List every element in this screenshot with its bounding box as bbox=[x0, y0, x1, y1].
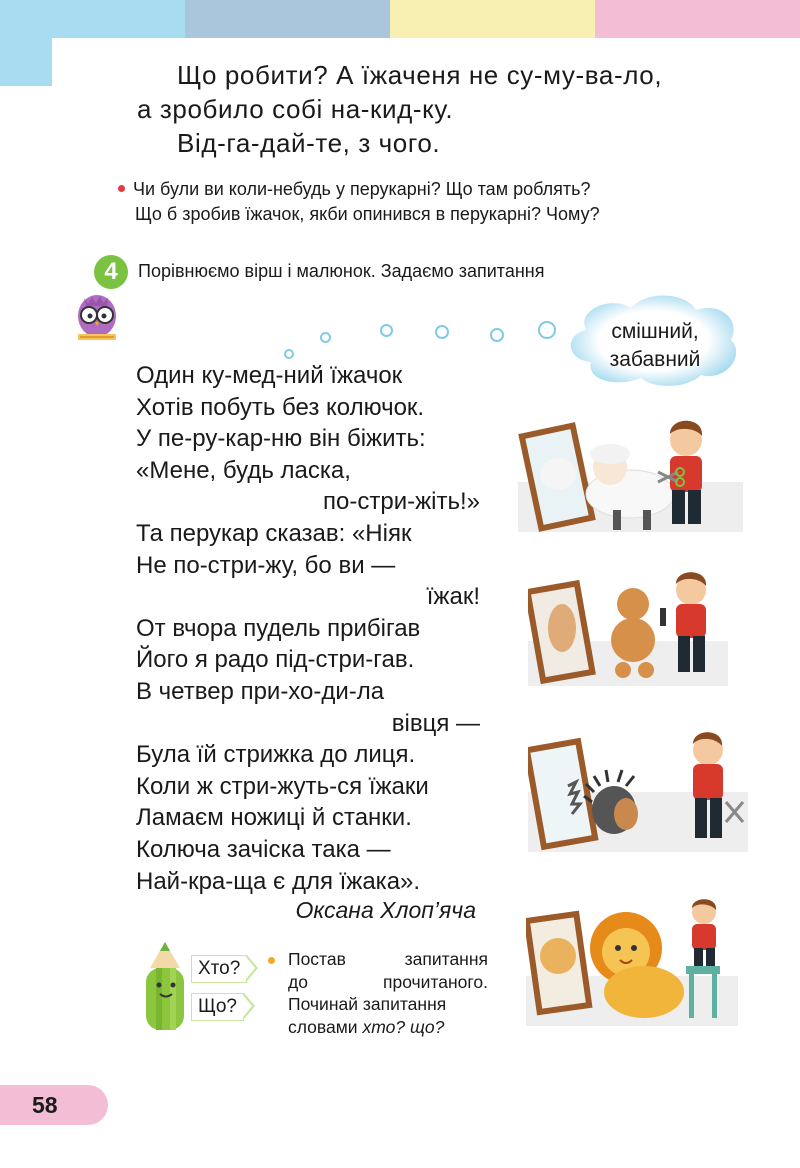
poem-line: Коли ж стри-жуть-ся їжаки bbox=[136, 772, 429, 800]
poem-line: «Мене, будь ласка, bbox=[136, 456, 351, 484]
poem-line: Хотів побуть без колючок. bbox=[136, 393, 425, 421]
tag-arrow-inner bbox=[246, 957, 255, 979]
poem-line: От вчора пудель прибігав bbox=[136, 614, 421, 642]
header-stripe-yellow bbox=[390, 0, 595, 38]
bullet-icon bbox=[268, 957, 275, 964]
poem-line: вівця — bbox=[391, 709, 480, 737]
hint-word: прочитаного. bbox=[383, 971, 488, 992]
owl-mascot-icon bbox=[74, 290, 120, 346]
hint-word: словами bbox=[288, 1016, 358, 1037]
poodle-haircut-illustration bbox=[528, 566, 728, 686]
side-tab bbox=[0, 38, 52, 86]
tag-what bbox=[191, 993, 244, 1021]
hint-word: запитання bbox=[404, 949, 488, 969]
bullet-icon bbox=[118, 185, 125, 192]
tag-who bbox=[191, 955, 247, 983]
pencil-mascot-icon bbox=[140, 940, 190, 1035]
intro-text bbox=[137, 58, 662, 160]
hedgehog-haircut-illustration bbox=[528, 722, 748, 852]
page-number: 58 bbox=[32, 1092, 58, 1118]
intro-line-1: Що робити? А їжаченя не су-му-ва-ло, bbox=[177, 60, 663, 90]
tag-who-label: Хто? bbox=[198, 958, 241, 979]
header-stripe-blue bbox=[0, 0, 185, 38]
poem-line: В четвер при-хо-ди-ла bbox=[136, 677, 385, 705]
thought-dot bbox=[380, 324, 393, 337]
header-stripe-pink bbox=[595, 0, 800, 38]
poem-line: по-стри-жіть!» bbox=[323, 488, 480, 516]
poem-line: Була їй стрижка до лиця. bbox=[136, 741, 416, 769]
task-instruction: Порівнюємо вірш і малюнок. Задаємо запитання bbox=[138, 261, 545, 281]
poem-author: Оксана Хлоп’яча bbox=[295, 897, 476, 923]
poem-line: їжак! bbox=[426, 583, 480, 611]
poem-line: Один ку-мед-ний їжачок bbox=[136, 362, 403, 389]
lion-haircut-illustration bbox=[526, 896, 738, 1026]
cloud-line-2: забавний bbox=[609, 348, 701, 371]
thought-dot bbox=[435, 325, 449, 339]
hint-word: Постав bbox=[288, 949, 346, 969]
hint-word: до bbox=[288, 971, 308, 992]
page-number-tab bbox=[0, 1085, 108, 1125]
poem bbox=[136, 360, 480, 897]
task-number-badge: 4 bbox=[94, 255, 128, 289]
question-line-2: Що б зробив їжачок, якби опинився в перукарні? Чому? bbox=[135, 204, 600, 224]
header-stripe-steel bbox=[185, 0, 390, 38]
thought-dot bbox=[320, 332, 331, 343]
thought-dot bbox=[490, 328, 504, 342]
discussion-question bbox=[118, 177, 600, 227]
intro-line-3: Від-га-дай-те, з чого. bbox=[177, 128, 441, 158]
poem-line: У пе-ру-кар-ню він біжить: bbox=[136, 425, 426, 453]
hint-line-3: Починай запитання bbox=[288, 994, 447, 1014]
thought-dot bbox=[284, 349, 294, 359]
poem-line: Його я радо під-стри-гав. bbox=[136, 646, 415, 674]
poem-line: Та перукар сказав: «Ніяк bbox=[136, 519, 412, 547]
tag-what-label: Що? bbox=[198, 996, 237, 1017]
poem-line: Не по-стри-жу, бо ви — bbox=[136, 551, 396, 579]
poem-line: Ламаєм ножиці й станки. bbox=[136, 804, 412, 832]
intro-line-2: а зробило собі на-кид-ку. bbox=[137, 94, 454, 124]
cloud-line-1: смішний, bbox=[611, 320, 699, 343]
question-line-1: Чи були ви коли-небудь у перукарні? Що там роблять? bbox=[133, 179, 591, 199]
hint-text bbox=[275, 948, 488, 1038]
cloud-text bbox=[590, 318, 720, 374]
sheep-haircut-illustration bbox=[518, 412, 743, 532]
poem-line: Колюча зачіска така — bbox=[136, 835, 391, 863]
hint-italic-words: хто? що? bbox=[362, 1016, 445, 1037]
thought-dot bbox=[538, 321, 556, 339]
tag-arrow-inner bbox=[243, 995, 252, 1017]
poem-line: Най-кра-ща є для їжака». bbox=[136, 867, 421, 895]
